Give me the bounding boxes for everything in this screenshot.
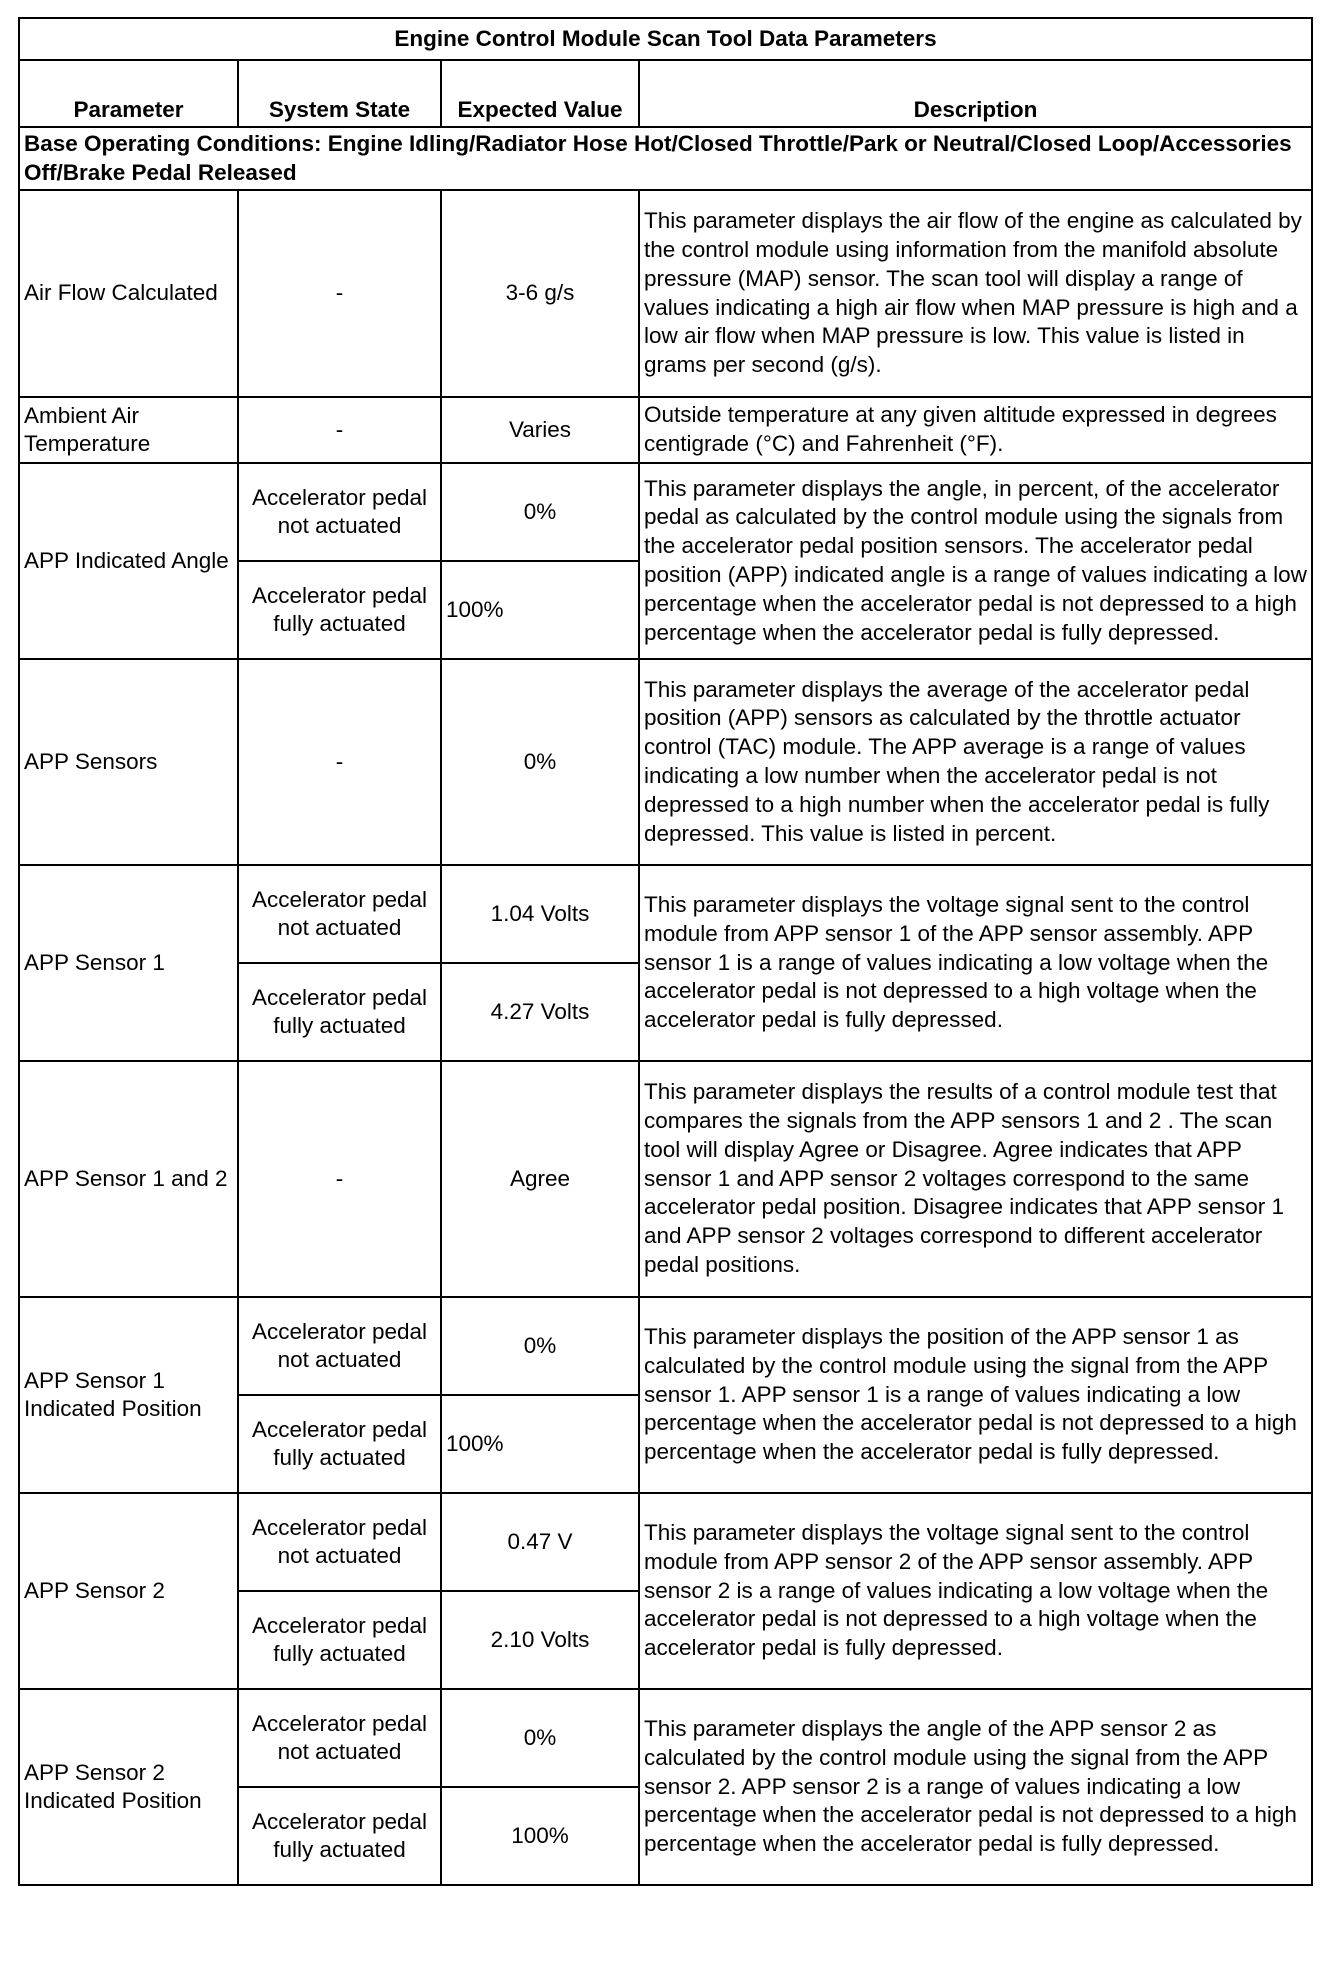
parameter-cell: APP Sensor 1 Indicated Position bbox=[19, 1297, 238, 1493]
system-state-cell: Accelerator pedal not actuated bbox=[238, 1689, 441, 1787]
system-state-cell: Accelerator pedal not actuated bbox=[238, 1493, 441, 1591]
table-row bbox=[19, 463, 1312, 561]
description-cell: This parameter displays the average of the accelerator pedal position (APP) sensors as calculated by the throttle actuator control (TAC) module. The APP average is a range of values indicating a low number when the accelerator pedal is not depressed to a high number when the accelerator pedal is fully depressed. This value is listed in percent. bbox=[639, 659, 1312, 865]
system-state-cell: Accelerator pedal fully actuated bbox=[238, 1395, 441, 1493]
expected-value-cell: 0% bbox=[441, 463, 639, 561]
base-conditions-row bbox=[19, 127, 1312, 190]
system-state-cell: Accelerator pedal fully actuated bbox=[238, 1591, 441, 1689]
parameter-cell: Air Flow Calculated bbox=[19, 190, 238, 397]
scan-tool-data-table bbox=[18, 17, 1313, 1886]
expected-value-cell: 0% bbox=[441, 659, 639, 865]
table-row bbox=[19, 1689, 1312, 1787]
base-conditions: Base Operating Conditions: Engine Idling/Radiator Hose Hot/Closed Throttle/Park or Neutral/Closed Loop/Accessories Off/Brake Pedal Released bbox=[19, 127, 1312, 190]
table-row bbox=[19, 1297, 1312, 1395]
parameter-cell: APP Sensor 1 and 2 bbox=[19, 1061, 238, 1297]
table-row bbox=[19, 659, 1312, 865]
system-state-cell: Accelerator pedal fully actuated bbox=[238, 1787, 441, 1885]
expected-value-cell: 0.47 V bbox=[441, 1493, 639, 1591]
header-system-state: System State bbox=[238, 60, 441, 127]
table-row bbox=[19, 190, 1312, 397]
system-state-cell: - bbox=[238, 659, 441, 865]
expected-value-cell: 0% bbox=[441, 1689, 639, 1787]
table-row bbox=[19, 1061, 1312, 1297]
expected-value-cell: 100% bbox=[441, 561, 639, 659]
parameter-cell: APP Sensor 2 Indicated Position bbox=[19, 1689, 238, 1885]
system-state-cell: Accelerator pedal not actuated bbox=[238, 865, 441, 963]
document bbox=[18, 17, 1311, 1886]
parameter-cell: Ambient Air Temperature bbox=[19, 397, 238, 463]
parameter-cell: APP Indicated Angle bbox=[19, 463, 238, 659]
expected-value-cell: 3-6 g/s bbox=[441, 190, 639, 397]
expected-value-cell: Varies bbox=[441, 397, 639, 463]
description-cell: This parameter displays the angle of the APP sensor 2 as calculated by the control module using the signal from the APP sensor 2. APP sensor 2 is a range of values indicating a low percentage when the accelerator pedal is not depressed to a high percentage when the accelerator pedal is fully depressed. bbox=[639, 1689, 1312, 1885]
description-cell: This parameter displays the air flow of the engine as calculated by the control module using information from the manifold absolute pressure (MAP) sensor. The scan tool will display a range of values indicating a high air flow when MAP pressure is high and a low air flow when MAP pressure is low. This value is listed in grams per second (g/s). bbox=[639, 190, 1312, 397]
expected-value-cell: 0% bbox=[441, 1297, 639, 1395]
description-cell: This parameter displays the voltage signal sent to the control module from APP sensor 2 of the APP sensor assembly. APP sensor 2 is a range of values indicating a low voltage when the accelerator pedal is not depressed to a high voltage when the accelerator pedal is fully depressed. bbox=[639, 1493, 1312, 1689]
description-cell: This parameter displays the position of the APP sensor 1 as calculated by the control module using the signal from the APP sensor 1. APP sensor 1 is a range of values indicating a low percentage when the accelerator pedal is not depressed to a high percentage when the accelerator pedal is fully depressed. bbox=[639, 1297, 1312, 1493]
expected-value-cell: 2.10 Volts bbox=[441, 1591, 639, 1689]
description-cell: Outside temperature at any given altitude expressed in degrees centigrade (°C) and Fahrenheit (°F). bbox=[639, 397, 1312, 463]
description-cell: This parameter displays the angle, in percent, of the accelerator pedal as calculated by the control module using the signals from the accelerator pedal position sensors. The accelerator pedal position (APP) indicated angle is a range of values indicating a low percentage when the accelerator pedal is not depressed to a high percentage when the accelerator pedal is fully depressed. bbox=[639, 463, 1312, 659]
system-state-cell: - bbox=[238, 397, 441, 463]
parameter-cell: APP Sensor 1 bbox=[19, 865, 238, 1061]
expected-value-cell: 1.04 Volts bbox=[441, 865, 639, 963]
header-description: Description bbox=[639, 60, 1312, 127]
table-header-row bbox=[19, 60, 1312, 127]
parameter-cell: APP Sensor 2 bbox=[19, 1493, 238, 1689]
system-state-cell: Accelerator pedal fully actuated bbox=[238, 561, 441, 659]
table-title-row bbox=[19, 18, 1312, 60]
header-expected-value: Expected Value bbox=[441, 60, 639, 127]
system-state-cell: Accelerator pedal not actuated bbox=[238, 463, 441, 561]
parameter-cell: APP Sensors bbox=[19, 659, 238, 865]
header-parameter: Parameter bbox=[19, 60, 238, 127]
system-state-cell: - bbox=[238, 190, 441, 397]
table-title: Engine Control Module Scan Tool Data Parameters bbox=[19, 18, 1312, 60]
expected-value-cell: 100% bbox=[441, 1787, 639, 1885]
description-cell: This parameter displays the voltage signal sent to the control module from APP sensor 1 of the APP sensor assembly. APP sensor 1 is a range of values indicating a low voltage when the accelerator pedal is not depressed to a high voltage when the accelerator pedal is fully depressed. bbox=[639, 865, 1312, 1061]
system-state-cell: Accelerator pedal fully actuated bbox=[238, 963, 441, 1061]
expected-value-cell: 4.27 Volts bbox=[441, 963, 639, 1061]
table-row bbox=[19, 397, 1312, 463]
description-cell: This parameter displays the results of a control module test that compares the signals from the APP sensors 1 and 2 . The scan tool will display Agree or Disagree. Agree indicates that APP sensor 1 and APP sensor 2 voltages correspond to the same accelerator pedal position. Disagree indicates that APP sensor 1 and APP sensor 2 voltages correspond to different accelerator pedal positions. bbox=[639, 1061, 1312, 1297]
system-state-cell: Accelerator pedal not actuated bbox=[238, 1297, 441, 1395]
expected-value-cell: 100% bbox=[441, 1395, 639, 1493]
table-row bbox=[19, 865, 1312, 963]
table-row bbox=[19, 1493, 1312, 1591]
system-state-cell: - bbox=[238, 1061, 441, 1297]
expected-value-cell: Agree bbox=[441, 1061, 639, 1297]
